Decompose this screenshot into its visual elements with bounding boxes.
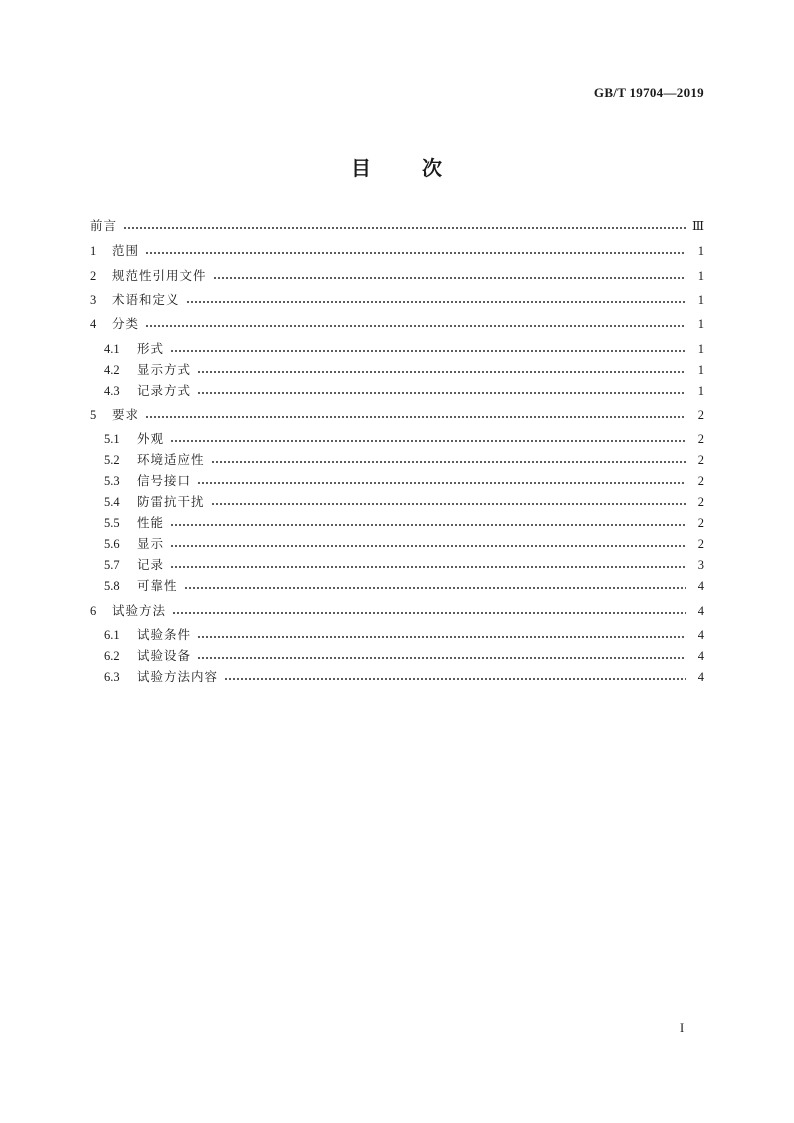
dot-leader [170,545,686,547]
dot-leader [197,371,686,373]
toc-entry-label: 试验条件 [137,627,192,642]
toc-entry-page: 1 [697,363,704,377]
toc-entry-5-7[interactable] [104,556,704,574]
standard-code: GB/T 19704—2019 [593,85,704,100]
toc-entry-page: 2 [697,516,704,530]
toc-entry-4-2[interactable] [104,361,704,379]
toc-entry-5[interactable] [90,406,704,424]
toc-entry-label: 记录 [137,557,165,572]
dot-leader [184,587,686,589]
dot-leader [145,416,686,418]
toc-entry-4[interactable] [90,315,704,333]
toc-entry-page: 1 [697,342,704,356]
toc-entry-number: 5.8 [104,579,120,593]
dot-leader [145,252,686,254]
dot-leader [170,440,686,442]
toc-entry-label: 显示 [137,536,165,551]
toc-entry-4-1[interactable] [104,340,704,358]
toc-entry-page: 1 [697,244,704,258]
dot-leader [186,301,686,303]
title-char-1: 目 [351,156,372,180]
toc-entry-label: 信号接口 [137,473,192,488]
toc-entry-page: 1 [697,269,704,283]
toc-entry-label: 记录方式 [137,383,192,398]
toc-entry-number: 5 [90,408,97,422]
toc-entry-page: 2 [697,537,704,551]
toc-entry-number: 6.3 [104,670,120,684]
dot-leader [172,612,686,614]
toc-entry-label: 分类 [112,316,140,331]
dot-leader [197,636,686,638]
dot-leader [197,657,686,659]
toc-entry-page: Ⅲ [691,219,704,233]
toc-entry-6-2[interactable] [104,647,704,665]
toc-entry-6[interactable] [90,602,704,620]
toc-entry-label: 前言 [90,218,118,233]
toc-entry-page: 4 [697,649,704,663]
toc-entry-label: 试验方法内容 [137,669,219,684]
page-number: I [680,1021,685,1035]
dot-leader [170,566,686,568]
toc-entry-6-1[interactable] [104,626,704,644]
toc-entry-number: 5.4 [104,495,120,509]
toc-entry-page: 2 [697,453,704,467]
toc-entry-number: 6.2 [104,649,120,663]
toc-entry-label: 试验设备 [137,648,192,663]
toc-entry-page: 1 [697,384,704,398]
toc-entry-label: 要求 [112,407,140,422]
toc-entry-label: 可靠性 [137,578,178,593]
toc-entry-page: 4 [697,628,704,642]
dot-leader [224,678,686,680]
toc-entry-5-6[interactable] [104,535,704,553]
dot-leader [170,350,686,352]
toc-entry-page: 4 [697,670,704,684]
toc-entry-number: 5.3 [104,474,120,488]
toc-entry-label: 防雷抗干扰 [137,494,205,509]
toc-entry-label: 外观 [137,431,165,446]
dot-leader [145,325,686,327]
toc-entry-label: 范围 [112,243,140,258]
toc-entry-number: 5.2 [104,453,120,467]
toc-entry-4-3[interactable] [104,382,704,400]
toc-entry-label: 显示方式 [137,362,192,377]
toc-entry-number: 5.6 [104,537,120,551]
toc-entry-page: 2 [697,408,704,422]
toc-entry-page: 1 [697,293,704,307]
toc-entry-5-8[interactable] [104,577,704,595]
toc-entry-number: 4.1 [104,342,120,356]
dot-leader [170,524,686,526]
toc-entry-number: 2 [90,269,97,283]
toc-entry-foreword[interactable] [90,217,704,235]
toc-entry-number: 4.2 [104,363,120,377]
toc-entry-5-1[interactable] [104,430,704,448]
toc-entry-number: 5.1 [104,432,120,446]
dot-leader [211,503,686,505]
toc-entry-number: 5.5 [104,516,120,530]
toc-entry-number: 5.7 [104,558,120,572]
toc-entry-5-4[interactable] [104,493,704,511]
dot-leader [197,392,686,394]
toc-entry-label: 环境适应性 [137,452,205,467]
dot-leader [213,277,686,279]
toc-entry-label: 规范性引用文件 [112,268,207,283]
toc-entry-page: 2 [697,432,704,446]
toc-entry-6-3[interactable] [104,668,704,686]
toc-entry-1[interactable] [90,242,704,260]
toc-entry-page: 4 [697,579,704,593]
toc-entry-page: 2 [697,474,704,488]
toc-entry-2[interactable] [90,267,704,285]
toc-entry-5-5[interactable] [104,514,704,532]
toc-entry-label: 术语和定义 [112,292,180,307]
toc-entry-number: 4 [90,317,97,331]
toc-entry-number: 6.1 [104,628,120,642]
toc-entry-number: 3 [90,293,97,307]
toc-entry-3[interactable] [90,291,704,309]
toc-entry-page: 4 [697,604,704,618]
toc-entry-number: 6 [90,604,97,618]
toc-entry-number: 4.3 [104,384,120,398]
toc-entry-page: 2 [697,495,704,509]
toc-entry-label: 形式 [137,341,165,356]
dot-leader [211,461,686,463]
dot-leader [197,482,686,484]
dot-leader [123,227,686,229]
toc-entry-page: 3 [697,558,704,572]
title-char-2: 次 [422,156,443,180]
toc-entry-5-2[interactable] [104,451,704,469]
toc-entry-number: 1 [90,244,97,258]
toc-entry-label: 性能 [137,515,165,530]
toc-entry-page: 1 [697,317,704,331]
toc-entry-label: 试验方法 [112,603,167,618]
toc-entry-5-3[interactable] [104,472,704,490]
